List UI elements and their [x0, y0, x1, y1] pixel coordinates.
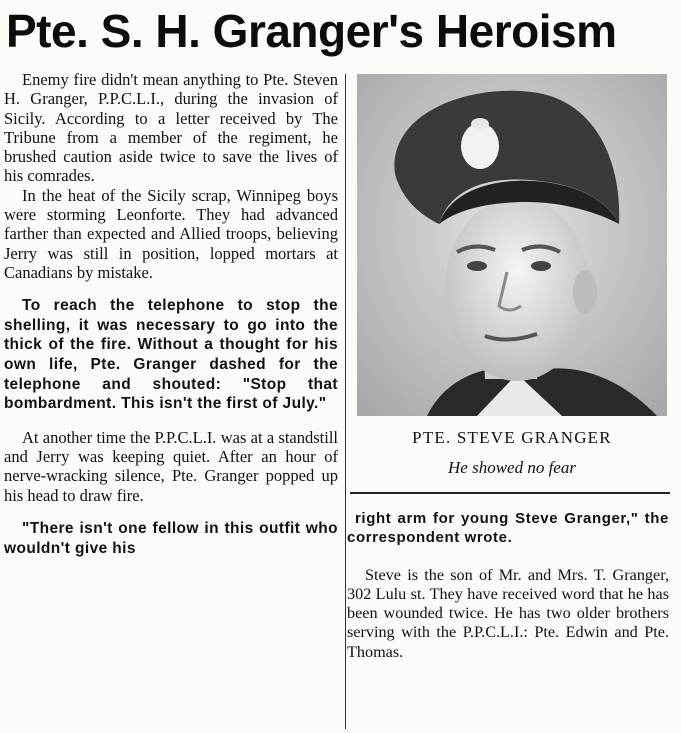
- paragraph-family: Steve is the son of Mr. and Mrs. T. Granger, 302 Lulu st. They have received word that he has been wounded twice. He has two older brothers serving with the P.P.C.L.I.: Pte. Edwin and Pte. Thomas.: [347, 565, 669, 661]
- paragraph-telephone: To reach the telephone to stop the shelling, it was necessary to go into the thick of the fire. Without a thought for his own life, Pte. Granger dashed for the telephone and shouted: "Stop that bombardment. This isn't the first of July.": [4, 297, 338, 413]
- paragraph-quote-end: right arm for young Steve Granger," the correspondent wrote.: [347, 510, 669, 547]
- column-divider: [345, 74, 346, 729]
- photo-caption-name: PTE. STEVE GRANGER: [412, 428, 612, 447]
- paragraph-leonforte: In the heat of the Sicily scrap, Winnipeg boys were storming Leonforte. They had advanced farther than expected and Allied troops, believing Jerry was still in position, lopped mortars at Canadians by mistake.: [4, 185, 338, 282]
- right-column: [347, 509, 669, 662]
- left-column: [4, 70, 338, 558]
- portrait-photo: [357, 74, 667, 416]
- photo-caption-subtitle: He showed no fear: [448, 458, 576, 477]
- paragraph-intro: Enemy fire didn't mean anything to Pte. Steven H. Granger, P.P.C.L.I., during the invasion of Sicily. According to a letter received by The Tribune from a member of the regiment, he brushed caution aside twice to save the lives of his comrades.: [4, 70, 338, 186]
- paragraph-standstill: At another time the P.P.C.L.I. was at a standstill and Jerry was keeping quiet. After an hour of nerve-wracking silence, Pte. Granger popped up his head to draw fire.: [4, 427, 338, 505]
- headline: Pte. S. H. Granger's Heroism: [6, 5, 617, 57]
- caption-rule: [350, 492, 670, 494]
- paragraph-quote-start: "There isn't one fellow in this outfit who wouldn't give his: [4, 520, 338, 557]
